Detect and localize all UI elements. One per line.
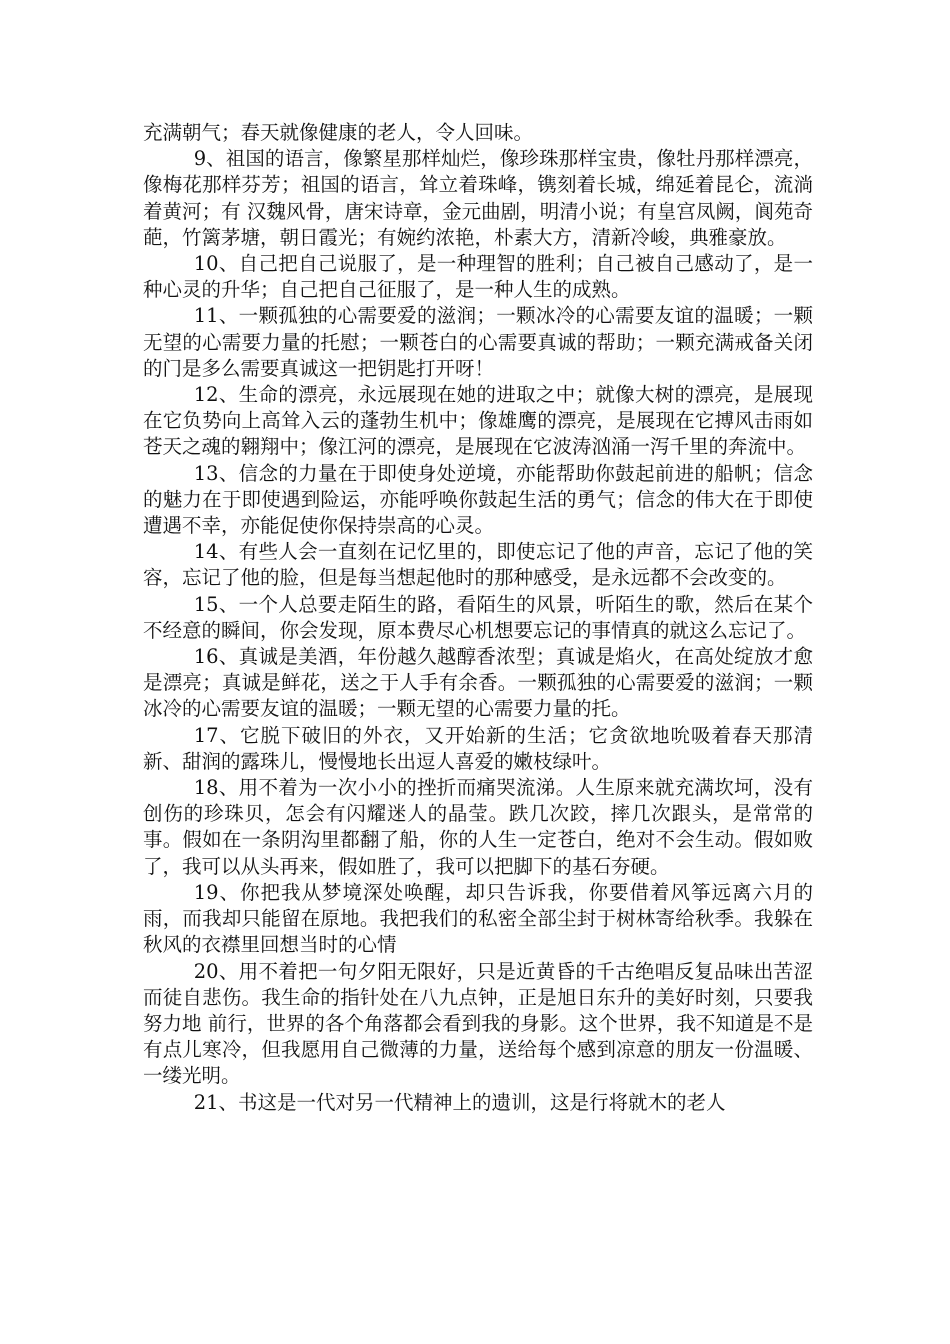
paragraph-19: 19、你把我从梦境深处唤醒，却只告诉我，你要借着风筝远离六月的雨，而我却只能留在原地。我把我们的私密全部尘封于树林寄给秋季。我躲在秋风的衣襟里回想当时的心情 — [143, 880, 813, 957]
paragraph-17: 17、它脱下破旧的外衣，又开始新的生活；它贪欲地吮吸着春天那清新、甜润的露珠儿，慢慢地长出逗人喜爱的嫩枝绿叶。 — [143, 723, 813, 773]
paragraph-continuation: 充满朝气；春天就像健康的老人，令人回味。 — [143, 121, 534, 144]
paragraph-11: 11、一颗孤独的心需要爱的滋润；一颗冰冷的心需要友谊的温暖；一颗无望的心需要力量的托慰；一颗苍白的心需要真诚的帮助；一颗充满戒备关闭的门是多么需要真诚这一把钥匙打开呀！ — [143, 304, 813, 380]
paragraph-18: 18、用不着为一次小小的挫折而痛哭流涕。人生原来就充满坎坷，没有创伤的珍珠贝，怎会有闪耀迷人的晶莹。跌几次跤，摔几次跟头，是常常的事。假如在一条阴沟里都翻了船，你的人生一定苍白，绝对不会生动。假如败了，我可以从头再来，假如胜了，我可以把脚下的基石夯硬。 — [143, 776, 813, 878]
paragraph-20: 20、用不着把一句夕阳无限好，只是近黄昏的千古绝唱反复品味出苦涩而徒自悲伤。我生命的指针处在八九点钟，正是旭日东升的美好时刻，只要我努力地 前行，世界的各个角落都会看到我的身影。这个世界，我不知道是不是有点儿寒冷，但我愿用自己微薄的力量，送给每个感到凉意的朋友一份温暖、一缕光明。 — [143, 959, 813, 1088]
paragraph-15: 15、一个人总要走陌生的路，看陌生的风景，听陌生的歌，然后在某个不经意的瞬间，你会发现，原本费尽心机想要忘记的事情真的就这么忘记了。 — [143, 592, 813, 642]
paragraph-12: 12、生命的漂亮，永远展现在她的进取之中；就像大树的漂亮，是展现在它负势向上高耸入云的蓬勃生机中；像雄鹰的漂亮，是展现在它搏风击雨如苍天之魂的翱翔中；像江河的漂亮，是展现在它波涛汹涌一泻千里的奔流中。 — [143, 383, 813, 459]
document-page — [143, 120, 813, 1116]
paragraph-9: 9、祖国的语言，像繁星那样灿烂，像珍珠那样宝贵，像牡丹那样漂亮，像梅花那样芬芳；祖国的语言，耸立着珠峰，镌刻着长城，绵延着昆仑，流淌着黄河；有 汉魏风骨，唐宋诗章，金元曲剧，明清小说；有皇宫凤阙，阆苑奇葩，竹篱茅塘，朝日霞光；有婉约浓艳，朴素大方，清新冷峻，典雅豪放。 — [143, 147, 813, 249]
paragraph-14: 14、有些人会一直刻在记忆里的，即使忘记了他的声音，忘记了他的笑容，忘记了他的脸，但是每当想起他时的那种感受，是永远都不会改变的。 — [143, 540, 813, 590]
paragraph-16: 16、真诚是美酒，年份越久越醇香浓型；真诚是焰火，在高处绽放才愈是漂亮；真诚是鲜花，送之于人手有余香。一颗孤独的心需要爱的滋润；一颗冰冷的心需要友谊的温暖；一颗无望的心需要力量的托。 — [143, 645, 813, 721]
paragraph-21: 21、书这是一代对另一代精神上的遗训，这是行将就木的老人 — [193, 1090, 726, 1114]
paragraph-10: 10、自己把自己说服了，是一种理智的胜利；自己被自己感动了，是一种心灵的升华；自己把自己征服了，是一种人生的成熟。 — [143, 252, 813, 302]
paragraph-13: 13、信念的力量在于即使身处逆境，亦能帮助你鼓起前进的船帆；信念的魅力在于即使遇到险运，亦能呼唤你鼓起生活的勇气；信念的伟大在于即使遭遇不幸，亦能促使你保持崇高的心灵。 — [143, 461, 813, 538]
